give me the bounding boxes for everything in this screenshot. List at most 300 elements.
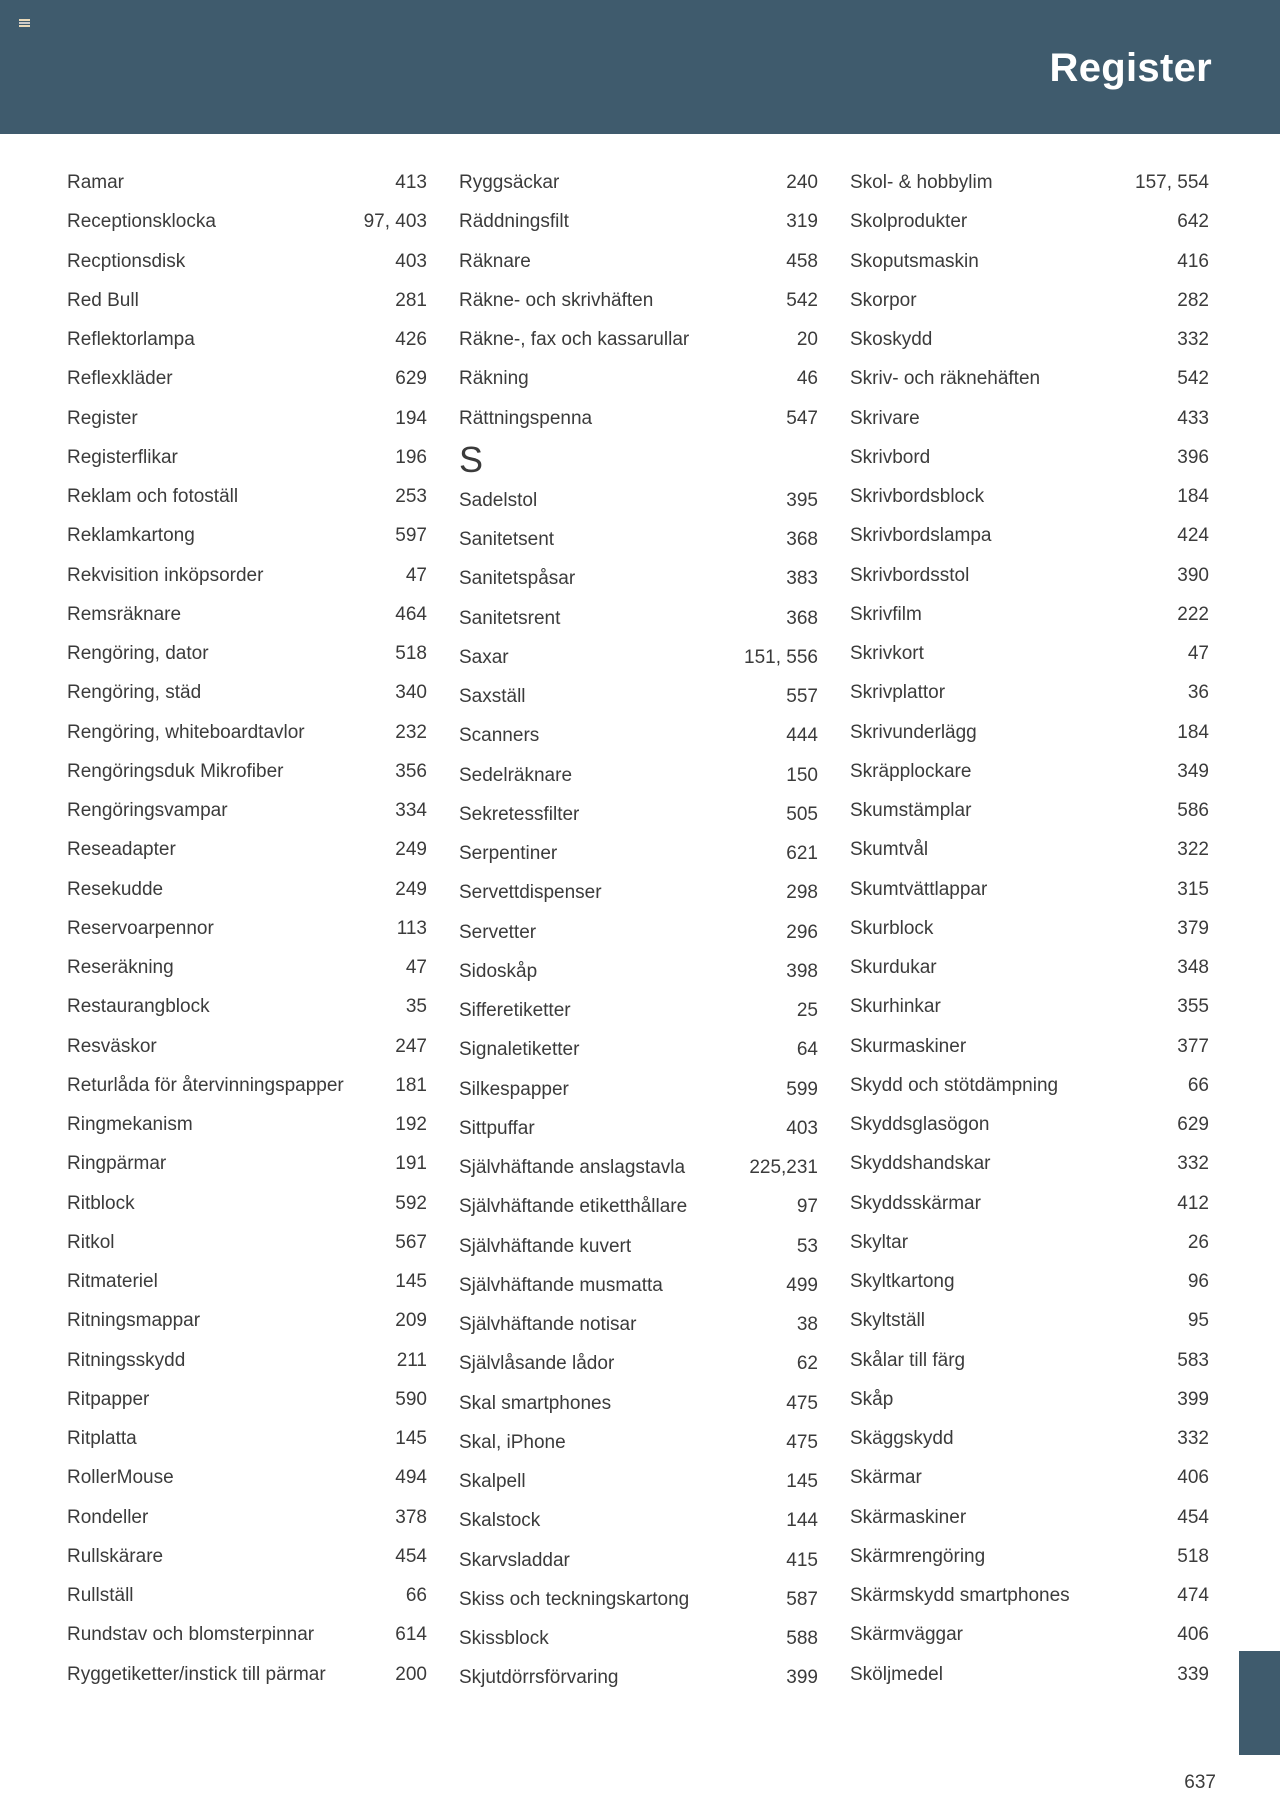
index-term: Skrivbordslampa	[850, 525, 992, 547]
index-entry	[459, 1187, 818, 1226]
index-entry	[850, 1341, 1209, 1380]
index-entry	[459, 520, 818, 559]
index-term: Sanitetspåsar	[459, 568, 576, 590]
index-entry	[459, 1266, 818, 1305]
index-entry	[850, 634, 1209, 673]
index-page-ref: 281	[395, 289, 427, 311]
index-entry	[459, 873, 818, 912]
index-term: Ringmekanism	[67, 1114, 193, 1135]
index-page-ref: 383	[786, 568, 818, 590]
index-entry	[850, 1066, 1209, 1105]
index-term: Skarvsladdar	[459, 1549, 570, 1571]
index-entry	[67, 1105, 427, 1144]
index-term: Skolprodukter	[850, 211, 968, 233]
index-term: Serpentiner	[459, 843, 558, 864]
page-number: 637	[1184, 1772, 1216, 1793]
index-page-ref: 62	[796, 1353, 818, 1375]
index-entry	[67, 1419, 427, 1458]
index-entry	[850, 713, 1209, 752]
index-term: Returlåda för återvinningspapper	[67, 1074, 344, 1096]
index-page-ref: 642	[1177, 211, 1209, 233]
index-page-ref: 494	[395, 1467, 427, 1489]
index-page-ref: 403	[786, 1117, 818, 1139]
index-page-ref: 599	[786, 1078, 818, 1100]
index-term: Reseräkning	[67, 957, 174, 978]
index-page-ref: 332	[1177, 1153, 1209, 1175]
index-term: Ringpärmar	[67, 1153, 167, 1175]
index-page-ref: 232	[395, 721, 427, 743]
index-term: Skärmskydd smartphones	[850, 1585, 1070, 1606]
index-page-ref: 415	[786, 1549, 818, 1571]
index-term: Skrivbord	[850, 446, 931, 468]
index-page-ref: 47	[405, 564, 427, 586]
index-entry	[459, 716, 818, 755]
index-page-ref: 547	[786, 407, 818, 429]
index-term: Rekvisition inköpsorder	[67, 564, 264, 586]
index-term: Register	[67, 407, 138, 429]
index-entry	[67, 634, 427, 673]
index-page-ref: 406	[1177, 1624, 1209, 1646]
index-entry	[850, 948, 1209, 987]
index-term: Ritplatta	[67, 1428, 137, 1449]
index-page-ref: 614	[395, 1624, 427, 1646]
index-column-2	[459, 163, 818, 1698]
index-entry	[459, 1384, 818, 1423]
index-term: Sanitetsrent	[459, 607, 561, 629]
index-entry	[459, 1619, 818, 1658]
index-entry	[67, 791, 427, 830]
index-entry	[459, 559, 818, 598]
index-entry	[850, 1262, 1209, 1301]
index-term: Självlåsande lådor	[459, 1353, 615, 1375]
index-entry	[67, 909, 427, 948]
index-page-ref: 454	[395, 1545, 427, 1567]
index-term: Rondeller	[67, 1506, 149, 1528]
index-term: Skurmaskiner	[850, 1035, 967, 1057]
index-term: Remsräknare	[67, 603, 182, 625]
index-term: Skrivare	[850, 407, 920, 429]
index-term: Rullskärare	[67, 1545, 164, 1567]
index-page-ref: 412	[1177, 1192, 1209, 1214]
index-entry	[850, 752, 1209, 791]
index-page-ref: 368	[786, 607, 818, 629]
index-page-ref: 211	[396, 1349, 427, 1371]
index-page-ref: 399	[786, 1667, 818, 1689]
index-page-ref: 296	[786, 921, 818, 943]
index-page-ref: 282	[1177, 289, 1209, 311]
index-page-ref: 20	[796, 329, 818, 350]
index-entry	[67, 516, 427, 555]
index-entry	[67, 163, 427, 202]
index-page-ref: 368	[786, 529, 818, 550]
index-entry	[67, 830, 427, 869]
index-term: Skrivplattor	[850, 682, 946, 704]
index-page-ref: 66	[1187, 1074, 1209, 1096]
index-term: Skriv- och räknehäften	[850, 368, 1041, 390]
index-page-ref: 26	[1187, 1231, 1209, 1253]
index-entry	[850, 399, 1209, 438]
index-page-ref: 25	[796, 1000, 818, 1021]
index-page-ref: 426	[395, 329, 427, 350]
index-page-ref: 194	[395, 407, 427, 429]
index-entry	[850, 1380, 1209, 1419]
index-term: Rengöring, dator	[67, 643, 209, 664]
index-term: Skrivfilm	[850, 603, 922, 625]
index-page-ref: 379	[1177, 917, 1209, 939]
index-entry	[67, 320, 427, 359]
index-page-ref: 378	[395, 1506, 427, 1528]
index-page-ref: 240	[786, 172, 818, 193]
index-page-ref: 557	[786, 686, 818, 707]
index-term: Reseadapter	[67, 839, 176, 861]
index-entry	[850, 870, 1209, 909]
index-term: Skumtvättlappar	[850, 878, 988, 900]
index-term: Servettdispenser	[459, 882, 602, 904]
index-entry	[850, 1144, 1209, 1183]
index-entry	[850, 556, 1209, 595]
index-page-ref: 475	[786, 1431, 818, 1453]
index-term: Skärmar	[850, 1467, 922, 1489]
index-term: Silkespapper	[459, 1078, 569, 1100]
index-term: Skurblock	[850, 917, 934, 939]
index-page-ref: 444	[786, 725, 818, 747]
index-entry	[67, 1027, 427, 1066]
index-page-ref: 458	[786, 250, 818, 272]
index-term: Skärmrengöring	[850, 1545, 986, 1567]
section-letter: S	[459, 438, 484, 480]
index-term: Ritpapper	[67, 1388, 150, 1410]
index-entry	[67, 242, 427, 281]
index-term: Skärmaskiner	[850, 1506, 967, 1528]
index-term: Självhäftande kuvert	[459, 1235, 632, 1257]
index-entry	[850, 830, 1209, 869]
index-term: Recptionsdisk	[67, 250, 186, 272]
index-term: Reklamkartong	[67, 525, 195, 547]
index-entry	[850, 1615, 1209, 1654]
page-title: Register	[1049, 46, 1212, 90]
index-page-ref: 192	[395, 1114, 427, 1135]
index-page-ref: 629	[1177, 1114, 1209, 1135]
index-entry	[850, 1105, 1209, 1144]
index-entry	[850, 1458, 1209, 1497]
index-page-ref: 247	[395, 1035, 427, 1057]
index-entry	[67, 673, 427, 712]
index-term: Sedelräknare	[459, 764, 573, 786]
index-page-ref: 542	[1177, 368, 1209, 390]
index-page-ref: 621	[786, 843, 818, 864]
index-entry	[67, 1615, 427, 1654]
index-term: Receptionsklocka	[67, 211, 216, 233]
index-term: Ritblock	[67, 1192, 135, 1214]
index-term: Självhäftande notisar	[459, 1314, 637, 1335]
index-entry	[67, 556, 427, 595]
index-term: Ritningsskydd	[67, 1349, 186, 1371]
index-term: Självhäftande musmatta	[459, 1274, 663, 1296]
index-entry	[459, 756, 818, 795]
index-term: Skyddshandskar	[850, 1153, 991, 1175]
index-term: Räkning	[459, 368, 529, 390]
index-page-ref: 64	[796, 1039, 818, 1061]
index-entry	[459, 677, 818, 716]
index-page-ref: 249	[395, 878, 427, 900]
index-page-ref: 399	[1177, 1388, 1209, 1410]
index-term: Skoputsmaskin	[850, 250, 979, 272]
index-term: Skrivbordsblock	[850, 486, 985, 507]
index-term: Skålar till färg	[850, 1349, 966, 1371]
index-entry	[67, 477, 427, 516]
index-page-ref: 398	[786, 960, 818, 982]
index-entry	[67, 1223, 427, 1262]
index-entry	[67, 1301, 427, 1340]
index-page-ref: 454	[1177, 1506, 1209, 1528]
index-page-ref: 474	[1177, 1585, 1209, 1606]
index-entry	[850, 1027, 1209, 1066]
index-entry	[67, 1341, 427, 1380]
index-page-ref: 253	[395, 486, 427, 507]
index-entry	[67, 1498, 427, 1537]
index-entry	[67, 870, 427, 909]
index-entry	[459, 1148, 818, 1187]
index-entry	[459, 952, 818, 991]
index-page-ref: 145	[395, 1428, 427, 1449]
index-entry	[850, 1301, 1209, 1340]
index-page-ref: 184	[1177, 721, 1209, 743]
index-term: Resekudde	[67, 878, 164, 900]
index-entry	[67, 202, 427, 241]
index-term: Skydd och stötdämpning	[850, 1074, 1059, 1096]
index-term: Signaletiketter	[459, 1039, 580, 1061]
index-term: Resväskor	[67, 1035, 157, 1057]
index-term: Red Bull	[67, 289, 139, 311]
index-page-ref: 145	[786, 1471, 818, 1492]
index-term: Rättningspenna	[459, 407, 593, 429]
index-term: Skal smartphones	[459, 1392, 612, 1414]
index-column-3	[850, 163, 1209, 1694]
index-entry	[459, 163, 818, 202]
index-term: Skrivunderlägg	[850, 721, 977, 743]
index-page-ref: 47	[1187, 643, 1209, 664]
index-entry	[459, 1305, 818, 1344]
index-entry	[67, 1144, 427, 1183]
index-entry	[459, 1658, 818, 1697]
index-entry	[850, 909, 1209, 948]
index-entry	[67, 1537, 427, 1576]
index-term: Ritmateriel	[67, 1271, 158, 1292]
index-term: Skoskydd	[850, 329, 933, 350]
index-page-ref: 298	[786, 882, 818, 904]
index-page-ref: 518	[1177, 1545, 1209, 1567]
index-entry	[459, 1070, 818, 1109]
section-tab	[1239, 1651, 1280, 1755]
index-page-ref: 35	[405, 996, 427, 1018]
index-entry	[459, 1344, 818, 1383]
index-entry	[459, 1109, 818, 1148]
index-term: Skol- & hobbylim	[850, 172, 993, 193]
index-term: Skurhinkar	[850, 996, 941, 1018]
index-entry	[850, 202, 1209, 241]
index-entry	[850, 1498, 1209, 1537]
index-entry	[459, 1462, 818, 1501]
index-term: Restaurangblock	[67, 996, 210, 1018]
index-entry	[67, 1576, 427, 1615]
index-page-ref: 157, 554	[1135, 172, 1209, 193]
index-entry	[67, 752, 427, 791]
index-term: Ritningsmappar	[67, 1310, 201, 1332]
index-term: Skumstämplar	[850, 800, 972, 821]
index-page-ref: 36	[1187, 682, 1209, 704]
index-term: Självhäftande anslagstavla	[459, 1157, 686, 1178]
index-term: Skåp	[850, 1388, 894, 1410]
index-page-ref: 518	[395, 643, 427, 664]
index-term: Sittpuffar	[459, 1117, 535, 1139]
index-entry	[67, 1066, 427, 1105]
index-page-ref: 586	[1177, 800, 1209, 821]
index-page-ref: 499	[786, 1274, 818, 1296]
index-term: Sadelstol	[459, 489, 538, 511]
index-term: Skorpor	[850, 289, 917, 311]
index-page-ref: 96	[1187, 1271, 1209, 1292]
index-term: Skyltkartong	[850, 1271, 955, 1292]
index-page-ref: 332	[1177, 1428, 1209, 1449]
index-entry	[67, 713, 427, 752]
index-page-ref: 395	[786, 489, 818, 511]
index-page-ref: 416	[1177, 250, 1209, 272]
index-term: Skyddsskärmar	[850, 1192, 981, 1214]
index-entry	[459, 1541, 818, 1580]
index-entry	[850, 1223, 1209, 1262]
index-term: Rullställ	[67, 1585, 134, 1606]
index-page-ref: 390	[1177, 564, 1209, 586]
index-entry	[459, 399, 818, 438]
index-entry	[67, 438, 427, 477]
index-page-ref: 315	[1177, 878, 1209, 900]
index-term: Skrivbordsstol	[850, 564, 970, 586]
index-page-ref: 629	[395, 368, 427, 390]
index-term: Skyltar	[850, 1231, 909, 1253]
index-page-ref: 332	[1177, 329, 1209, 350]
index-page-ref: 433	[1177, 407, 1209, 429]
index-entry	[459, 1423, 818, 1462]
index-page-ref: 196	[395, 446, 427, 468]
index-page-ref: 200	[395, 1663, 427, 1685]
index-page-ref: 66	[405, 1585, 427, 1606]
index-page-ref: 567	[395, 1231, 427, 1253]
index-term: Räknare	[459, 250, 531, 272]
index-term: Reflexkläder	[67, 368, 173, 390]
index-entry	[67, 1655, 427, 1694]
index-entry	[459, 1030, 818, 1069]
index-page-ref: 144	[786, 1510, 818, 1532]
index-term: Sifferetiketter	[459, 1000, 571, 1021]
index-entry	[67, 948, 427, 987]
index-entry	[459, 1580, 818, 1619]
index-page-ref: 348	[1177, 957, 1209, 978]
index-page-ref: 53	[796, 1235, 818, 1257]
index-page-ref: 377	[1177, 1035, 1209, 1057]
index-entry	[459, 359, 818, 398]
index-entry	[850, 359, 1209, 398]
index-entry	[850, 1537, 1209, 1576]
index-term: Sanitetsent	[459, 529, 555, 550]
index-entry	[850, 163, 1209, 202]
index-column-1	[67, 163, 427, 1694]
index-entry	[850, 1655, 1209, 1694]
index-page-ref: 249	[395, 839, 427, 861]
index-entry	[459, 599, 818, 638]
index-term: Sekretessfilter	[459, 803, 580, 825]
index-page-ref: 334	[395, 800, 427, 821]
index-term: Rengöringsduk Mikrofiber	[67, 760, 284, 782]
index-entry	[67, 987, 427, 1026]
index-term: Skräpplockare	[850, 760, 972, 782]
index-term: Skrivkort	[850, 643, 924, 664]
index-page-ref: 113	[396, 917, 427, 939]
index-term: Räddningsfilt	[459, 211, 569, 233]
index-entry	[459, 913, 818, 952]
index-term: Rengöring, städ	[67, 682, 202, 704]
page-header	[0, 0, 1280, 134]
index-term: Skärmväggar	[850, 1624, 963, 1646]
index-term: Rundstav och blomsterpinnar	[67, 1624, 315, 1646]
flag-icon	[19, 19, 30, 27]
index-page-ref: 424	[1177, 525, 1209, 547]
index-page-ref: 464	[395, 603, 427, 625]
index-term: Ryggsäckar	[459, 172, 560, 193]
index-term: Servetter	[459, 921, 537, 943]
index-page-ref: 225,231	[749, 1157, 818, 1178]
index-entry	[67, 1380, 427, 1419]
index-term: Räkne- och skrivhäften	[459, 289, 654, 311]
index-term: RollerMouse	[67, 1467, 174, 1489]
index-entry	[850, 320, 1209, 359]
index-term: Reflektorlampa	[67, 329, 195, 350]
index-entry	[459, 638, 818, 677]
index-entry	[459, 991, 818, 1030]
index-term: Självhäftande etiketthållare	[459, 1196, 688, 1218]
index-page-ref: 181	[395, 1074, 427, 1096]
index-term: Ritkol	[67, 1231, 115, 1253]
index-page-ref: 340	[395, 682, 427, 704]
index-entry	[850, 477, 1209, 516]
index-term: Skiss och teckningskartong	[459, 1588, 690, 1610]
index-page-ref: 322	[1177, 839, 1209, 861]
index-entry	[67, 1184, 427, 1223]
index-entry	[67, 1458, 427, 1497]
index-page-ref: 191	[395, 1153, 427, 1175]
index-term: Räkne-, fax och kassarullar	[459, 329, 690, 350]
index-entry	[67, 399, 427, 438]
index-entry	[459, 1501, 818, 1540]
index-term: Reservoarpennor	[67, 917, 214, 939]
index-page-ref: 97	[796, 1196, 818, 1218]
index-term: Skjutdörrsförvaring	[459, 1667, 619, 1689]
index-entry	[850, 595, 1209, 634]
index-page-ref: 95	[1187, 1310, 1209, 1332]
index-entry	[67, 595, 427, 634]
index-page-ref: 583	[1177, 1349, 1209, 1371]
index-entry	[459, 202, 818, 241]
index-page-ref: 349	[1177, 760, 1209, 782]
index-term: Skyltställ	[850, 1310, 925, 1332]
index-entry	[850, 242, 1209, 281]
index-entry	[850, 438, 1209, 477]
index-term: Registerflikar	[67, 446, 178, 468]
index-term: Ryggetiketter/instick till pärmar	[67, 1663, 326, 1685]
index-entry	[459, 320, 818, 359]
index-entry	[850, 987, 1209, 1026]
index-page-ref: 319	[786, 211, 818, 233]
index-entry	[850, 1576, 1209, 1615]
